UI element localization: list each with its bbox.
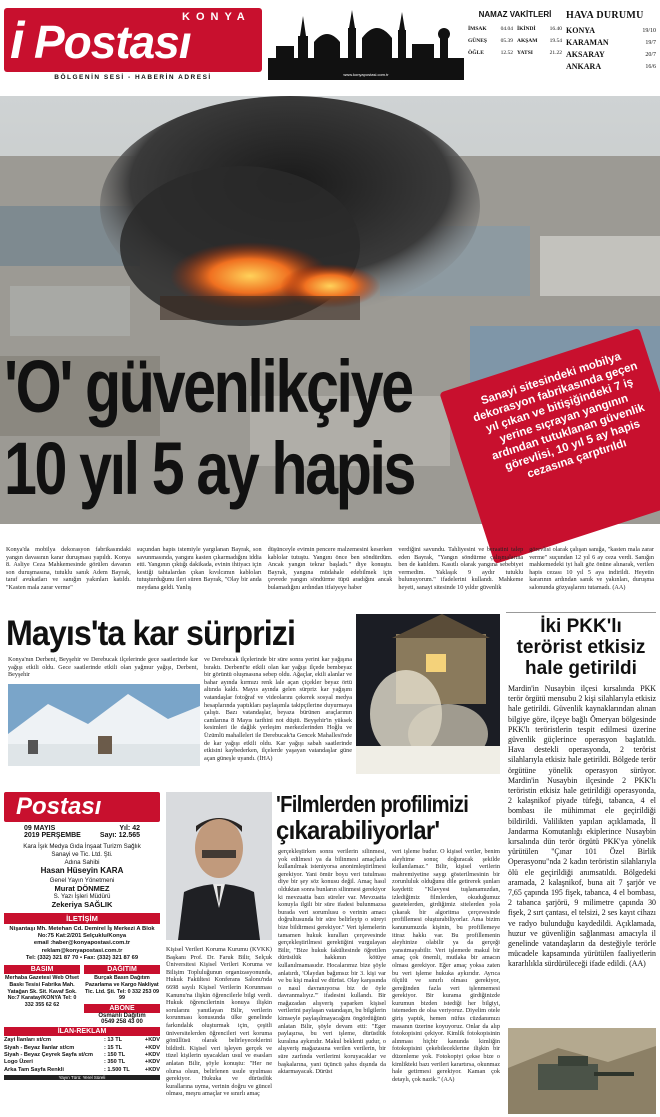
tagline: BÖLGENİN SESİ - HABERİN ADRESİ <box>54 74 212 81</box>
weather-temp: 19/7 <box>645 40 656 46</box>
prayer-times-box <box>468 10 562 80</box>
impressum-day: 2019 PERŞEMBE <box>24 832 81 839</box>
pkk-photo[interactable] <box>508 1028 656 1114</box>
ad-vat: +KDV <box>144 1052 160 1059</box>
ads-title: İLAN-REKLAM <box>4 1027 160 1036</box>
prayer-time-item <box>517 38 562 44</box>
prayer-value: 21.22 <box>549 50 562 56</box>
prayer-name: YATSI <box>517 50 533 56</box>
weather-row <box>566 61 656 73</box>
prayer-value: 04.04 <box>500 26 513 32</box>
filmler-col2: gerçekleştirken sonra verilerin silinmesi, yok edilmesi ya da bilinmesi amaçlarla kullanılmak isteniyorsa anonimleştirilmesi gerekiyor. Yani ömür boyu veri tutulması diye bir şey söz konusu değil. Amaç hasıl olduktan sonra bunların silinmesi gerekiyor ki mevzuatta bazı süreler var. Mevzuatta konuyla ilgili bir süre ifadesi bulunmazsa burada veri sorumlusu o verinin amacı doğrultusunda bir süre belirleyip o süreyi bize bildirmesi gerekiyor." Veri işlemelerin tamamen hukuk kuralları çerçevesinde gerçekleştirilmesi gerektiğini vurgulayan Bilir, "Bize hukuk fakültesinde öğretilen dürüstlük hakkının kötüye kullanılmamasıdır. Hocalarımız bize şöyle anlatırdı, 'Olaydan bağımsız bir 3. kişi var ve bu kişi makul ve dürüst. Olay karşısında o nasıl davranıyorsa biz de öyle davranmalıyız.'" ifadesini kullandı. Bir mağazadan alışveriş yaparken kişisel verilerini paylaşan vatandaşın, bu bilgilerin kimseyle paylaşılmayacağını öngördüğünü anlatan Bilir, şöyle devam etti: "Eger paylaşırsa, bu veri işleme, dürüstlük kuralına aykırıdır. Makul beklenti şudur, o alışveriş mağazasına verilen verilerin, bir süre zarfında verilerimi koruyacaklar ve başkalarına, yani üçüncü şahıs dışında da aktarmayacak. Dürüst <box>278 848 386 1076</box>
weather-row <box>566 49 656 61</box>
prayer-title: NAMAZ VAKİTLERİ <box>478 10 552 19</box>
logo-city: KONYA <box>182 11 251 23</box>
impressum <box>4 792 160 1114</box>
impressum-date: 09 MAYIS <box>24 825 56 832</box>
weather-temp: 19/10 <box>642 28 656 34</box>
filmler-col1: Kişisel Verileri Koruma Kurumu (KVKK) Başkanı Prof. Dr. Faruk Bilir, Selçuk Üniversitesi Kişisel Verileri Koruma ve Bilişim Topluluğunun organizasyonunda, Hukuk Fakültesi Konferans Salonu'nda 6698 sayılı Kişisel Verilerin Korunması Kanunu'na ilişkin öğrencilerle bilgi verdi. Hukuk öğrencilerinin konuya ilişkin sorularını yanıtlayan Bilir, verilerin korunması konusunda ülke genelinde farkındalık oluşturmak için, çeşitli üniversitelerden öğrencileri veri koruma gönüllüsü olarak belirleyeceklerini bildirdi. Kişisel veri işleyen gerçek ve tüzel kişilerin uyacakları usul ve esasları anlatan Bilir, şöyle konuştu: "Her ne olursa olsun, belirlenen usule uyulması gerekiyor. Hukuka ve dürüstlük kurallarına uyma, verinin doğru ve güncel olması, meşru amaçlar ve sınırlı amaç <box>166 946 272 1098</box>
ad-price: : 150 TL <box>104 1052 126 1059</box>
impressum-owner-label: Adına Sahibi <box>64 859 100 866</box>
ad-name: Logo Üzeri <box>4 1059 33 1066</box>
weather-city: ANKARA <box>566 62 602 71</box>
pkk-headline-1[interactable]: İki PKK'lı <box>540 616 622 637</box>
snow-photo-small[interactable] <box>8 684 200 766</box>
lead-column: düşünceyle evimin pencere malzemesini keserken kablolar tutuştu. Yangını önce ben söndürdüm. Ancak yangın tekrar başladı." diye konuştu. Bayrak, yangına müdahale edebilmek için çevrede yangın söndürme tüpü aradığını ancak bulamadığını ardından itfaiyeye haber <box>267 546 393 591</box>
impressum-year: Yıl: 42 <box>119 825 140 832</box>
ad-price: : 15 TL <box>104 1044 123 1051</box>
print-title: BASIM <box>4 965 80 974</box>
lead-headline-1[interactable]: 'O' güvenlikçiye <box>4 345 412 428</box>
ad-price: : 13 TL <box>104 1037 123 1044</box>
weather-list <box>566 25 656 73</box>
weather-city: KARAMAN <box>566 38 609 47</box>
print-box <box>4 965 80 1025</box>
impressum-editor-label: S. Yazı İşleri Müdürü <box>53 893 111 900</box>
prayer-time-item <box>517 26 562 32</box>
prayer-value: 19.54 <box>549 38 562 44</box>
snow-body: ve Derebucak ilçelerinde bir süre sonra yerini kar yağışına bıraktı. Derbent'te etkili olan kar yağışı ilçede bembeyaz bir görüntü oluşmasına sebep oldu. Ağaçlar, ekili alanlar ve bahar ayında kırmızı renk lale açan çiçekler beyaz örtü altında kaldı. Mayıs ayında gelen sürpriz kar yağışını vatandaşlar fotoğraf ve videolarını çekerek sosyal medya hesaplarında yaptıkları paylaşımla takipçilerine duyurmaya çalıştı. Bazı vatandaşlar, beyaza bürünen araçlarının camlarına 8 Mayıs tarihini not düştü. Beyşehir'in yüksek kesimleri ile dağlık yerleşim merkezlerinden Hoğlu ve Üzümlü mahalleleri ile Derebucak'ta Gencek Mahallesi'nde de kar yağışı etkili oldu. Kar yağışı sabah saatlerinde etkisini kaybederken, ilçelerde yaşayan vatandaşlar güne açan güneşle uyandı. (İHA) <box>204 656 352 762</box>
ad-price: : 350 TL <box>104 1059 126 1066</box>
ad-price-row <box>4 1059 160 1066</box>
ad-price-row <box>4 1037 160 1044</box>
dist-title: DAĞITIM <box>84 965 160 974</box>
ad-name: Zayi İlanları st/cm <box>4 1037 51 1044</box>
ad-price-row <box>4 1067 160 1074</box>
logo-block[interactable] <box>4 8 262 72</box>
prayer-value: 05.39 <box>500 38 513 44</box>
impressum-gm-label: Genel Yayın Yönetmeni <box>49 877 115 884</box>
ad-vat: +KDV <box>144 1044 160 1051</box>
lead-column: Konya'da mobilya dekorasyon fabrikasındaki yangın davasının karar duruşması yapıldı. Konya 8. Asliye Ceza Mahkemesinde görülen davanın son duruşmasına, tutuklu sanık Adem Bayrak, taraf avukatları ve sanığın yakınları katıldı. "Kasten mala zarar verme" <box>6 546 131 591</box>
dist-text: Burçak Basın Dağıtım Pazarlama ve Kargo Nakliyat Tic. Ltd. Şti. Tel: 0 332 253 09 99 <box>84 975 160 1002</box>
impressum-email2[interactable]: reklam@konyapostasi.com.tr <box>41 947 123 954</box>
filmler-col3: veri işleme budur. O kişisel veriler, benim aleyhime sonuç doğuracak şekilde kullanılamaz." Bilir, kişisel verilerin mahremiyetine saygı gösterilmesinin bir zorunluluk olduğunu dile getirerek şunları kaydetti: "Klavyesi tuşlamamızdan, izlediğimiz filmlerden, okuduğumuz gazetelerden, girdiğimiz sitelerden yola çıkarak bir algoritma çerçevesinde profillemesi oluşturabiliyorlar. Ama bizim kanunumuzda kişinin, bu profillemeye itiraz hakkı var. Bu profillemenin aleyhinize olabilir ya da gerçeği yansıtmayabilir. Veri işlemede makul bir amaç çok önemli, mutlaka bir amacın olması gerekiyor. Eğer amaç yoksa zaten bu veri işleme hukuka aykırıdır. Ayrıca ölçülü ve sınırlı olması gerekiyor, gereğinden fazla veri işlenmemesi gerekiyor. Bir kurama girdiğinizde kurumun bizden istediği her bilgiyi, istemeden de olsa veriyoruz. Diyelim otele giriş yaptık, hemen nüfus cüzdanımızı masanın üzerine koyuyoruz. Onlar da alıp fotokopisini çekiyor. Kimlik fotokopisinin alınması hiçbir kanunda kimliğin fotokopisini çekebileceklerine ilişkin bir düzenleme yok. Fotokopiyi çekse bize o kimlikteki bazı verileri karartırsa, okunmaz hale getirmesi gerekiyor. Kaman çok detaylı, çok nazik." (AA) <box>392 848 500 1083</box>
pkk-headline-3[interactable]: hale getirildi <box>525 658 637 679</box>
ad-name: Siyah - Beyaz İlanlar st/cm <box>4 1044 75 1051</box>
weather-city: KONYA <box>566 26 596 35</box>
snow-intro: Konya'nın Derbent, Beyşehir ve Derebucak ilçelerinde gece saatlerinde kar yağışı etkili oldu. Gece saatlerinde etkili olan yağmur yağışı, Derbent, Beyşehir <box>8 656 198 679</box>
contact-title: İLETİŞİM <box>4 913 160 924</box>
impressum-issue: Sayı: 12.565 <box>99 832 140 839</box>
sub-title: ABONE <box>84 1004 160 1013</box>
skyline-graphic <box>268 8 464 80</box>
impressum-footer: Yayın Türü: Yerel Süreli <box>4 1075 160 1080</box>
impressum-day-row <box>4 832 160 839</box>
ad-vat: +KDV <box>144 1066 160 1073</box>
impressum-publisher: Kara İşık Medya Gıda İnşaat Turizm Sağlık Sanayi ve Tic. Ltd. Şti. <box>23 843 141 858</box>
dist-box <box>84 965 160 1025</box>
impressum-phone: Tel: (332) 321 87 70 • Fax: (332) 321 87 69 <box>25 954 139 961</box>
prayer-grid <box>468 26 562 56</box>
impressum-owner: Hasan Hüseyin KARA <box>40 866 124 875</box>
impressum-logo-text: Postası <box>16 793 102 820</box>
print-text: Merhaba Gazetesi Web Ofset Baskı Tesisi Fabrika Mah. Yatağan Sk. Sit. Kavaf Sok. No:7 Karatay/KONYA Tel: 0 332 355 62 62 <box>5 975 79 1009</box>
sub-name: Osmanlı Dağıtım <box>98 1013 146 1020</box>
impressum-email[interactable]: email :haber@konyapostasi.com.tr <box>33 940 131 947</box>
impressum-date-row <box>4 825 160 832</box>
ads-list <box>4 1037 160 1074</box>
weather-row <box>566 37 656 49</box>
weather-title: HAVA DURUMU <box>566 10 644 21</box>
lead-column: verdiğini savundu. Tahliyesini ve beraatini talep eden Bayrak, "Yangın söndürme çalışmalarına ben de katıldım. Kasıtlı olarak yangına sebebiyet vermedim. Yaklaşık 9 aydır tutuklu bulunuyorum." ifadelerini kullandı. Mahkeme heyeti, sanayi sitesinde 10 yıldır güvenlik <box>398 546 524 591</box>
impressum-gm: Murat DÖNMEZ <box>54 884 110 893</box>
portrait-photo[interactable] <box>166 792 272 940</box>
print-dist-row <box>4 965 160 1025</box>
impressum-address: Nişantaşı Mh. Metehan Cd. Demirel İş Merkezi A Blok No:75 Kat:2/201 Selçuklu/Konya <box>9 926 155 940</box>
snow-photo-large[interactable] <box>356 614 500 774</box>
weather-box <box>566 10 656 80</box>
lead-body <box>6 546 654 602</box>
prayer-time-item <box>468 26 513 32</box>
snow-headline[interactable]: Mayıs'ta kar sürprizi <box>6 614 296 653</box>
prayer-name: GÜNEŞ <box>468 38 487 44</box>
ad-name: Arka Tam Sayfa Renkli <box>4 1066 64 1073</box>
prayer-name: İMSAK <box>468 26 487 32</box>
lead-column: görevlisi olarak çalışan sanığa, "kasten mala zarar verme" suçundan 12 yıl 6 ay ceza verdi. Sanığın mahkemedeki iyi hali göz önüne alınarak, verilen hapis cezası 10 yıl 5 aya indirildi. Heyetin kararının ardından sanık ve yakınları, duruşma salonunda gözyaşlarını tutamadı. (AA) <box>529 546 654 591</box>
pkk-rule <box>506 612 656 613</box>
lead-headline-2[interactable]: 10 yıl 5 ay hapis <box>4 427 415 510</box>
prayer-time-item <box>468 50 513 56</box>
lead-column: suçundan hapis istemiyle yargılanan Bayrak, son savunmasında, yangını kasten çıkarmadığını iddia etti. Yangının çıktığı dakikada, evinin ihtiyacı için kestiği tahtalardan çıkan kıvılcımın kabloları tutuşturduğunu ileri süren Bayrak, "Olay bir anda meydana geldi. Yanlış <box>136 546 262 591</box>
prayer-value: 12.52 <box>500 50 513 56</box>
pkk-headline-2[interactable]: terörist etkisiz <box>516 637 646 658</box>
weather-temp: 16/6 <box>645 64 656 70</box>
prayer-name: İKİNDİ <box>517 26 536 32</box>
ad-name: Siyah - Beyaz Çeyrek Sayfa st/cm <box>4 1052 93 1059</box>
filmler-headline-1[interactable]: 'Filmlerden profilimizi <box>276 791 469 817</box>
logo-i: i <box>10 12 25 70</box>
sub-phone: 0549 258 43 00 <box>101 1019 143 1026</box>
lead-side-caption: Sanayi sitesindeki mobilya dekorasyon fabrikasında geçen yıl çıkan ve bitişiğindeki 7 iş yerine sıçrayan yangının ardından tutuklanan güvenlik görevlisi, 10 yıl 5 ay hapis cezasına çarptırıldı <box>471 350 647 481</box>
impressum-editor: Zekeriya SAĞLIK <box>51 900 113 909</box>
weather-city: AKSARAY <box>566 50 605 59</box>
weather-temp: 20/7 <box>645 52 656 58</box>
prayer-time-item <box>468 38 513 44</box>
logo-title: Postası <box>34 16 191 68</box>
ad-vat: +KDV <box>144 1037 160 1044</box>
pkk-body: Mardin'in Nusaybin ilçesi kırsalında PKK terör örgütü mensubu 2 kişi silahlarıyla etkisiz hale getirildi. Güvenlik kaynaklarından alınan bilgiye göre, ilçeye bağlı Ömeryan bölgesinde PKK'lı teröristlerin tespit edilmesi üzerine güvenlik güçlerince operasyon başlatıldı. Hava destekli operasyonda, 2 terörist silahlarıyla etkisiz hale getirildi. Bölgede terör örgütüne yönelik operasyon sürüyor. Mardin'in Nusaybin ilçesinde 2 PKK'lı teröristin etkisiz hale getirildiği operasyonda, 2 kalaşnikof piyade tüfeği, tabanca, 4 el bombası ile mühimmat ele geçirildiği bildirildi. Valilikten yapılan açıklamada, İl Jandarma Komutanlığı ekiplerince Nusaybin kırsalında dün terör örgütü PKK'ya yönelik yürütülen "Çınar 101 Özel Birlik Operasyonu"nda 2 kadın teröristin silahlarıyla ölü ele geçirildiği anımsatıldı. Bölgedeki aramada, 2 kalaşnikof, buna ait 7 şarjör ve 7,65 çapında 195 fişek, tabanca, 4 el bombası, 2 tabanca şarjörü, 9 milimetre çapında 30 fişek, 2 sırt çantası, el telsizi, 2 ses kayıt cihazı ve radyo bulunduğu kaydedildi. Açıklamada, huzur ve güvenliğin sağlanması amacıyla il genelinde vatandaşların da desteğiyle terörle mücadele kapsamında yürütülen faaliyetlerin kararlılıkla sürdürüleceği ifade edildi. (AA) <box>508 684 656 969</box>
prayer-name: AKŞAM <box>517 38 538 44</box>
impressum-logo[interactable] <box>4 792 160 822</box>
weather-row <box>566 25 656 37</box>
prayer-name: ÖĞLE <box>468 50 484 56</box>
prayer-time-item <box>517 50 562 56</box>
website-link[interactable]: www.konyapostasi.com.tr <box>343 72 389 77</box>
ad-vat: +KDV <box>144 1059 160 1066</box>
filmler-headline-2[interactable]: çıkarabiliyorlar' <box>276 815 440 845</box>
ad-price: : 1.500 TL <box>104 1066 130 1073</box>
masthead <box>4 8 262 84</box>
ad-price-row <box>4 1045 160 1052</box>
prayer-value: 16.40 <box>549 26 562 32</box>
